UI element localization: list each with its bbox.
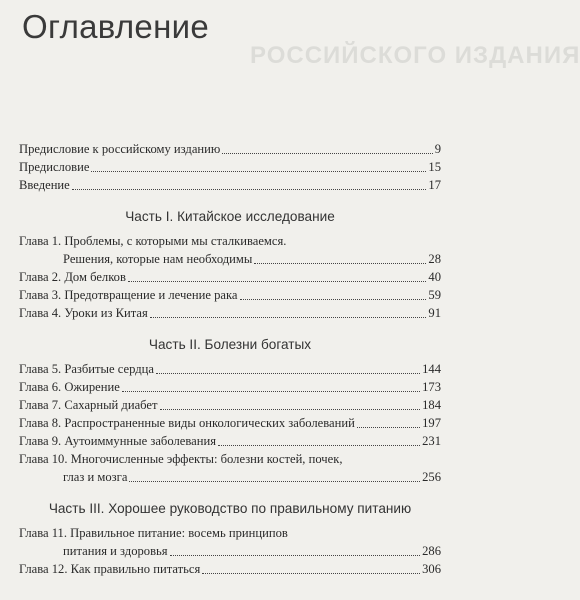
toc-entry-label: Глава 11. Правильное питание: восемь принципов [19, 526, 288, 540]
toc-entry-page: 9 [434, 142, 441, 156]
toc-entry-chapter-1-line-1[interactable] [19, 232, 441, 250]
toc-entry-preface-ru[interactable] [19, 140, 441, 158]
toc-entry-label-continued: глаз и мозга [63, 470, 128, 484]
page-title: Оглавление [22, 8, 209, 45]
toc-entry-chapter-3[interactable] [19, 286, 441, 304]
table-of-contents [19, 140, 441, 578]
dot-leader [128, 280, 426, 282]
dot-leader [357, 426, 420, 428]
toc-entry-page: 286 [422, 544, 441, 558]
toc-entry-label: Глава 8. Распространенные виды онкологических заболеваний [19, 416, 355, 430]
bleed-through-text: РОССИЙСКОГО ИЗДАНИЯ [250, 42, 580, 69]
dot-leader [202, 572, 420, 574]
part-heading-1: Часть I. Китайское исследование [125, 209, 335, 224]
toc-entry-chapter-10[interactable] [19, 468, 441, 486]
toc-entry-label: Глава 3. Предотвращение и лечение рака [19, 288, 238, 302]
dot-leader [150, 316, 427, 318]
toc-entry-label: Введение [19, 178, 70, 192]
dot-leader [240, 298, 427, 300]
dot-leader [254, 262, 426, 264]
dot-leader [122, 390, 420, 392]
toc-entry-page: 59 [428, 288, 441, 302]
toc-entry-label-continued: питания и здоровья [63, 544, 168, 558]
dot-leader [91, 170, 426, 172]
dot-leader [170, 554, 421, 556]
toc-entry-page: 184 [422, 398, 441, 412]
toc-entry-chapter-2[interactable] [19, 268, 441, 286]
dot-leader [129, 480, 420, 482]
toc-entry-preface[interactable] [19, 158, 441, 176]
toc-entry-page: 197 [422, 416, 441, 430]
toc-entry-chapter-4[interactable] [19, 304, 441, 322]
toc-entry-label: Предисловие [19, 160, 90, 174]
toc-entry-page: 144 [422, 362, 441, 376]
toc-entry-label: Глава 9. Аутоиммунные заболевания [19, 434, 216, 448]
toc-entry-chapter-12[interactable] [19, 560, 441, 578]
toc-entry-label: Глава 10. Многочисленные эффекты: болезни костей, почек, [19, 452, 343, 466]
toc-entry-label: Глава 5. Разбитые сердца [19, 362, 154, 376]
toc-entry-page: 306 [422, 562, 441, 576]
dot-leader [160, 408, 421, 410]
toc-entry-chapter-7[interactable] [19, 396, 441, 414]
toc-entry-page: 173 [422, 380, 441, 394]
toc-entry-chapter-11[interactable] [19, 542, 441, 560]
part-heading-3: Часть III. Хорошее руководство по правильному питанию [48, 501, 412, 516]
toc-entry-label: Глава 6. Ожирение [19, 380, 120, 394]
toc-entry-label: Глава 4. Уроки из Китая [19, 306, 148, 320]
part-heading-2: Часть II. Болезни богатых [148, 337, 312, 352]
toc-entry-chapter-6[interactable] [19, 378, 441, 396]
toc-entry-label-continued: Решения, которые нам необходимы [63, 252, 253, 266]
toc-entry-page: 91 [428, 306, 441, 320]
toc-entry-chapter-5[interactable] [19, 360, 441, 378]
dot-leader [156, 372, 420, 374]
toc-entry-label: Глава 7. Сахарный диабет [19, 398, 158, 412]
toc-entry-label: Глава 12. Как правильно питаться [19, 562, 201, 576]
toc-entry-label: Глава 1. Проблемы, с которыми мы сталкиваемся. [19, 234, 287, 248]
toc-entry-label: Предисловие к российскому изданию [19, 142, 221, 156]
toc-entry-label: Глава 2. Дом белков [19, 270, 126, 284]
toc-entry-chapter-8[interactable] [19, 414, 441, 432]
dot-leader [222, 152, 432, 154]
toc-entry-page: 15 [428, 160, 441, 174]
toc-entry-chapter-10-line-1[interactable] [19, 450, 441, 468]
toc-entry-page: 40 [428, 270, 441, 284]
dot-leader [72, 188, 427, 190]
toc-entry-chapter-11-line-1[interactable] [19, 524, 441, 542]
toc-entry-page: 28 [428, 252, 441, 266]
dot-leader [218, 444, 420, 446]
toc-entry-page: 17 [428, 178, 441, 192]
toc-entry-chapter-1[interactable] [19, 250, 441, 268]
toc-entry-introduction[interactable] [19, 176, 441, 194]
toc-entry-chapter-9[interactable] [19, 432, 441, 450]
toc-entry-page: 256 [422, 470, 441, 484]
toc-entry-page: 231 [422, 434, 441, 448]
